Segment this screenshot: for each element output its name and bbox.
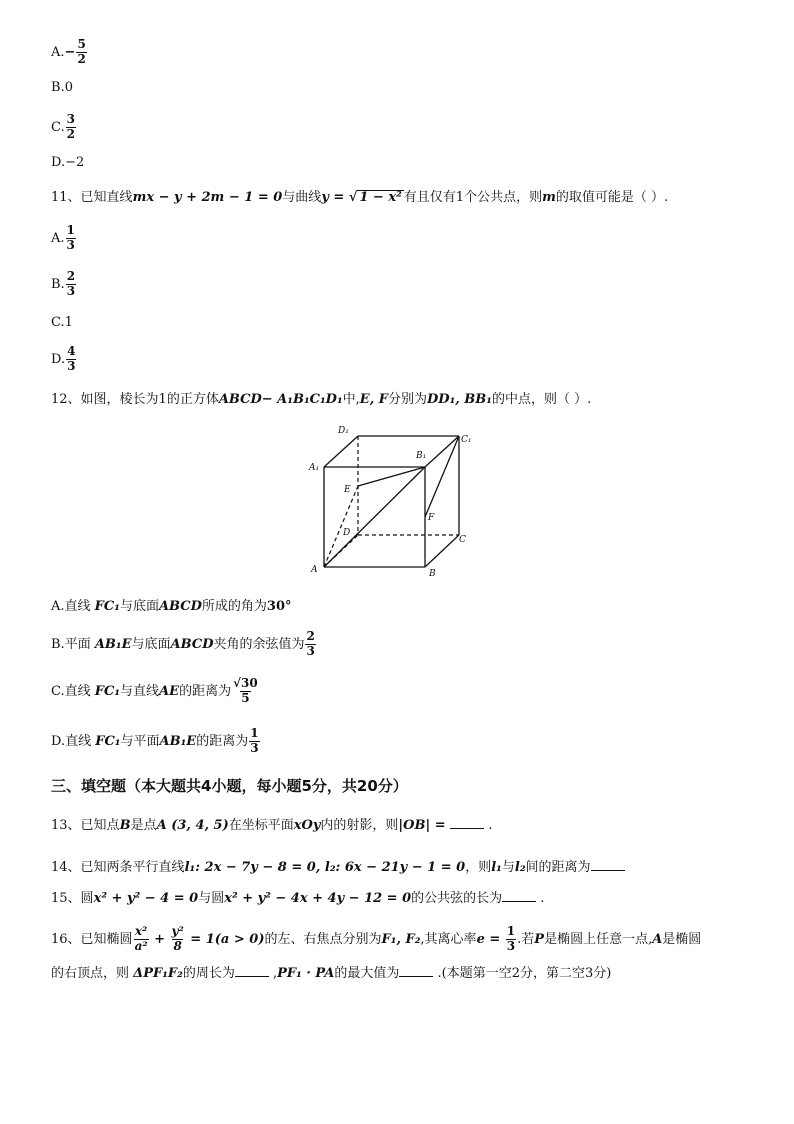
q10-option-a: A.− $\frac{5}{2}$ bbox=[51, 37, 86, 66]
q12-option-a: A.直线 FC₁与底面ABCD所成的角为30° bbox=[51, 599, 292, 614]
question-11: 11、已知直线mx − y + 2m − 1 = 0与曲线y = √ 1 − x² 有且仅有1个公共点，则m的取值可能是（ ）. bbox=[51, 190, 669, 205]
label-b1: B₁ bbox=[416, 451, 427, 461]
q11-option-d: D. $\frac{4}{3}$ bbox=[51, 344, 76, 373]
label-e: E bbox=[344, 485, 351, 495]
q10-option-b: B.0 bbox=[51, 80, 73, 95]
answer-blank[interactable] bbox=[450, 818, 484, 829]
q11-option-b: B. $\frac{2}{3}$ bbox=[51, 269, 76, 298]
label-a: A bbox=[311, 565, 318, 575]
label-d: D bbox=[343, 528, 351, 538]
q12-option-c: C.直线 FC₁与直线AE的距离为 $\frac{√30}{5}$ bbox=[51, 676, 258, 705]
q11-option-c: C.1 bbox=[51, 315, 73, 330]
question-13: 13、已知点B是点A (3, 4, 5)在坐标平面xOy内的射影，则|OB| = . bbox=[51, 818, 493, 833]
q11-option-a: A. $\frac{1}{3}$ bbox=[51, 223, 75, 252]
label-d1: D₁ bbox=[338, 426, 349, 436]
question-16-line-2: 的右顶点，则 ΔPF₁F₂的周长为 ,PF₁ · PA的最大值为 .(本题第一空2分，第二空3分) bbox=[51, 966, 612, 981]
question-12: 12、如图，棱长为1的正方体ABCD− A₁B₁C₁D₁中,E, F分别为DD₁, BB₁的中点，则（ ）. bbox=[51, 392, 592, 407]
label-a1: A₁ bbox=[309, 463, 320, 473]
q12-option-d: D.直线 FC₁与平面AB₁E的距离为 $\frac{1}{3}$ bbox=[51, 726, 259, 755]
question-14: 14、已知两条平行直线l₁: 2x − 7y − 8 = 0, l₂: 6x − 21y − 1 = 0，则l₁与l₂间的距离为 bbox=[51, 860, 625, 874]
label-b: B bbox=[429, 569, 436, 579]
label-c: C bbox=[459, 535, 466, 545]
question-15: 15、圆x² + y² − 4 = 0与圆x² + y² − 4x + 4y − 12 = 0的公共弦的长为 . bbox=[51, 891, 545, 906]
answer-blank[interactable] bbox=[235, 966, 269, 977]
q10-option-d: D.−2 bbox=[51, 155, 85, 170]
label-f: F bbox=[428, 513, 435, 523]
answer-blank[interactable] bbox=[591, 860, 625, 871]
q10-option-c: C. $\frac{3}{2}$ bbox=[51, 112, 75, 141]
section-3-heading: 三、填空题（本大题共4小题，每小题5分，共20分） bbox=[51, 777, 408, 795]
fraction: $\frac{5}{2}$ bbox=[77, 37, 86, 66]
answer-blank[interactable] bbox=[502, 891, 536, 902]
q12-option-b: B.平面 AB₁E与底面ABCD夹角的余弦值为 $\frac{2}{3}$ bbox=[51, 629, 315, 658]
answer-blank[interactable] bbox=[399, 966, 433, 977]
question-16-line-1: 16、已知椭圆 $\frac{\text{x²}}{\text{a²}}$ + $\frac{\text{y²}}{8}$ = 1(a > 0)的左、右焦点分别为F₁, F₂,其离心率e = $\frac{1}{3}$ .若P是椭圆上任意一点,A是椭圆 bbox=[51, 924, 702, 953]
label-c1: C₁ bbox=[461, 435, 472, 445]
